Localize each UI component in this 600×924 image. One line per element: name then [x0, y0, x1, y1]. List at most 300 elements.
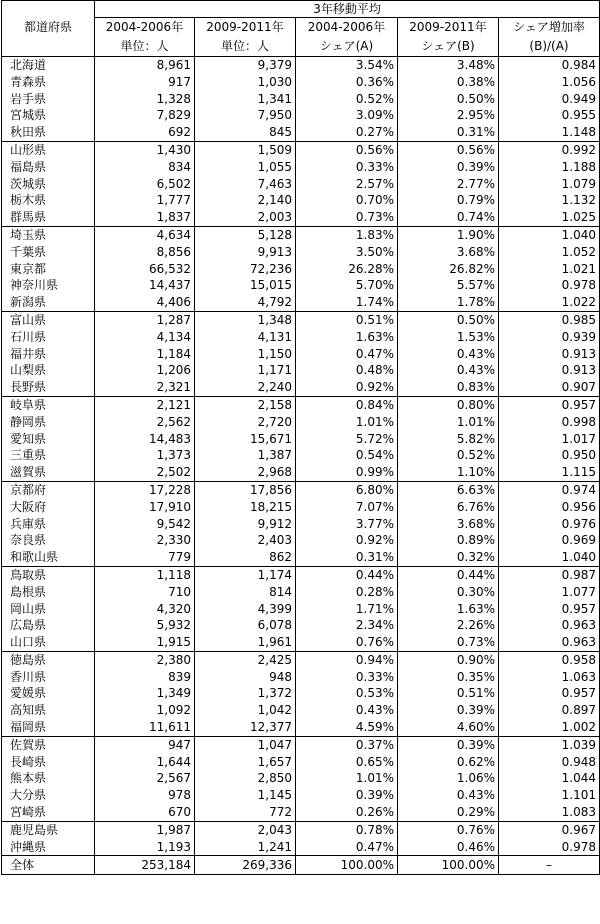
- value-2004-2006: 4,634: [95, 226, 195, 243]
- share-b: 0.39%: [398, 159, 499, 176]
- total-ratio: –: [499, 856, 600, 875]
- header-row-line1: [2, 18, 600, 38]
- header-col5-unit: (B)/(A): [499, 37, 600, 57]
- value-2004-2006: 7,829: [95, 107, 195, 124]
- share-b: 3.68%: [398, 516, 499, 533]
- table-row: [2, 159, 600, 176]
- value-2009-2011: 1,509: [195, 141, 296, 158]
- table-row: [2, 107, 600, 124]
- value-2009-2011: 2,140: [195, 192, 296, 209]
- prefecture-name: 茨城県: [2, 176, 95, 193]
- header-col4-unit: シェア(B): [398, 37, 499, 57]
- share-ratio: 1.017: [499, 431, 600, 448]
- prefecture-name: 福島県: [2, 159, 95, 176]
- prefecture-name: 福井県: [2, 346, 95, 363]
- value-2009-2011: 1,042: [195, 702, 296, 719]
- table-row: [2, 617, 600, 634]
- table-row: [2, 651, 600, 668]
- value-2004-2006: 9,542: [95, 516, 195, 533]
- table-row: [2, 57, 600, 74]
- share-ratio: 1.022: [499, 294, 600, 311]
- value-2004-2006: 2,380: [95, 651, 195, 668]
- prefecture-name: 佐賀県: [2, 736, 95, 753]
- table-row: [2, 566, 600, 583]
- share-a: 0.36%: [296, 74, 398, 91]
- share-ratio: 0.955: [499, 107, 600, 124]
- value-2004-2006: 2,321: [95, 379, 195, 396]
- value-2004-2006: 8,856: [95, 244, 195, 261]
- share-ratio: 0.978: [499, 839, 600, 856]
- share-a: 0.84%: [296, 396, 398, 413]
- share-a: 0.92%: [296, 379, 398, 396]
- value-2004-2006: 2,330: [95, 532, 195, 549]
- value-2004-2006: 4,406: [95, 294, 195, 311]
- share-b: 0.43%: [398, 787, 499, 804]
- value-2009-2011: 5,128: [195, 226, 296, 243]
- share-b: 0.50%: [398, 91, 499, 108]
- table-row: [2, 770, 600, 787]
- value-2009-2011: 9,913: [195, 244, 296, 261]
- table-row: [2, 481, 600, 498]
- value-2004-2006: 1,987: [95, 821, 195, 838]
- prefecture-name: 宮城県: [2, 107, 95, 124]
- share-a: 3.77%: [296, 516, 398, 533]
- value-2009-2011: 2,240: [195, 379, 296, 396]
- share-ratio: 0.907: [499, 379, 600, 396]
- value-2004-2006: 2,567: [95, 770, 195, 787]
- value-2009-2011: 1,150: [195, 346, 296, 363]
- share-ratio: 0.948: [499, 754, 600, 771]
- prefecture-name: 三重県: [2, 447, 95, 464]
- value-2009-2011: 2,403: [195, 532, 296, 549]
- value-2004-2006: 8,961: [95, 57, 195, 74]
- prefecture-name: 大阪府: [2, 499, 95, 516]
- table-row: [2, 702, 600, 719]
- share-b: 1.01%: [398, 414, 499, 431]
- value-2004-2006: 1,837: [95, 209, 195, 226]
- table-row: [2, 277, 600, 294]
- prefecture-name: 山梨県: [2, 362, 95, 379]
- share-ratio: 0.913: [499, 362, 600, 379]
- value-2009-2011: 2,003: [195, 209, 296, 226]
- prefecture-name: 鳥取県: [2, 566, 95, 583]
- table-row: [2, 634, 600, 651]
- value-2004-2006: 14,437: [95, 277, 195, 294]
- table-row: [2, 431, 600, 448]
- value-2009-2011: 1,030: [195, 74, 296, 91]
- share-a: 0.78%: [296, 821, 398, 838]
- share-ratio: 0.957: [499, 601, 600, 618]
- share-b: 0.79%: [398, 192, 499, 209]
- share-ratio: 1.039: [499, 736, 600, 753]
- share-a: 0.39%: [296, 787, 398, 804]
- share-b: 6.63%: [398, 481, 499, 498]
- table-row: [2, 261, 600, 278]
- value-2004-2006: 2,121: [95, 396, 195, 413]
- header-col1-period: 2004-2006年: [95, 18, 195, 38]
- share-ratio: 1.148: [499, 124, 600, 141]
- value-2004-2006: 839: [95, 669, 195, 686]
- share-b: 0.31%: [398, 124, 499, 141]
- share-ratio: 0.976: [499, 516, 600, 533]
- table-row: [2, 719, 600, 736]
- share-ratio: 0.939: [499, 329, 600, 346]
- value-2004-2006: 670: [95, 804, 195, 821]
- table-row: [2, 362, 600, 379]
- value-2009-2011: 1,657: [195, 754, 296, 771]
- value-2009-2011: 2,850: [195, 770, 296, 787]
- value-2009-2011: 1,241: [195, 839, 296, 856]
- value-2009-2011: 1,171: [195, 362, 296, 379]
- share-ratio: 0.913: [499, 346, 600, 363]
- share-a: 3.54%: [296, 57, 398, 74]
- table-row: [2, 499, 600, 516]
- share-ratio: 0.950: [499, 447, 600, 464]
- table-row: [2, 396, 600, 413]
- share-b: 1.78%: [398, 294, 499, 311]
- table-row: [2, 414, 600, 431]
- prefecture-name: 広島県: [2, 617, 95, 634]
- share-ratio: 0.963: [499, 634, 600, 651]
- share-a: 5.72%: [296, 431, 398, 448]
- share-ratio: 1.079: [499, 176, 600, 193]
- share-ratio: 0.969: [499, 532, 600, 549]
- prefecture-name: 滋賀県: [2, 464, 95, 481]
- share-ratio: 1.056: [499, 74, 600, 91]
- share-b: 0.46%: [398, 839, 499, 856]
- share-a: 3.09%: [296, 107, 398, 124]
- share-a: 0.56%: [296, 141, 398, 158]
- prefecture-name: 愛知県: [2, 431, 95, 448]
- share-a: 0.65%: [296, 754, 398, 771]
- prefecture-name: 熊本県: [2, 770, 95, 787]
- table-row: [2, 532, 600, 549]
- share-a: 0.26%: [296, 804, 398, 821]
- prefecture-name: 栃木県: [2, 192, 95, 209]
- share-ratio: 1.083: [499, 804, 600, 821]
- prefecture-name: 秋田県: [2, 124, 95, 141]
- table-row: [2, 244, 600, 261]
- share-b: 1.63%: [398, 601, 499, 618]
- share-ratio: 0.957: [499, 685, 600, 702]
- share-a: 1.71%: [296, 601, 398, 618]
- prefecture-name: 千葉県: [2, 244, 95, 261]
- prefecture-name: 石川県: [2, 329, 95, 346]
- share-b: 3.48%: [398, 57, 499, 74]
- share-b: 0.74%: [398, 209, 499, 226]
- share-a: 26.28%: [296, 261, 398, 278]
- share-ratio: 1.044: [499, 770, 600, 787]
- header-col5-title: シェア増加率: [499, 18, 600, 38]
- share-a: 7.07%: [296, 499, 398, 516]
- prefecture-name: 和歌山県: [2, 549, 95, 566]
- share-b: 26.82%: [398, 261, 499, 278]
- value-2004-2006: 1,430: [95, 141, 195, 158]
- prefecture-name: 青森県: [2, 74, 95, 91]
- value-2009-2011: 1,174: [195, 566, 296, 583]
- share-b: 1.53%: [398, 329, 499, 346]
- share-b: 0.32%: [398, 549, 499, 566]
- value-2004-2006: 1,287: [95, 311, 195, 328]
- table-row: [2, 447, 600, 464]
- value-2009-2011: 7,950: [195, 107, 296, 124]
- value-2009-2011: 1,055: [195, 159, 296, 176]
- value-2004-2006: 1,328: [95, 91, 195, 108]
- share-ratio: 1.101: [499, 787, 600, 804]
- share-b: 0.30%: [398, 584, 499, 601]
- share-a: 0.53%: [296, 685, 398, 702]
- share-a: 0.70%: [296, 192, 398, 209]
- prefecture-name: 奈良県: [2, 532, 95, 549]
- share-b: 0.39%: [398, 702, 499, 719]
- prefecture-name: 北海道: [2, 57, 95, 74]
- prefecture-name: 愛媛県: [2, 685, 95, 702]
- share-a: 0.43%: [296, 702, 398, 719]
- value-2004-2006: 17,228: [95, 481, 195, 498]
- share-a: 1.74%: [296, 294, 398, 311]
- share-a: 0.92%: [296, 532, 398, 549]
- value-2009-2011: 772: [195, 804, 296, 821]
- value-2009-2011: 7,463: [195, 176, 296, 193]
- share-a: 0.99%: [296, 464, 398, 481]
- value-2004-2006: 17,910: [95, 499, 195, 516]
- share-ratio: 0.992: [499, 141, 600, 158]
- value-2009-2011: 2,043: [195, 821, 296, 838]
- share-a: 0.94%: [296, 651, 398, 668]
- table-row: [2, 839, 600, 856]
- share-b: 0.90%: [398, 651, 499, 668]
- header-row-title: [2, 1, 600, 18]
- header-col3-period: 2004-2006年: [296, 18, 398, 38]
- share-b: 0.80%: [398, 396, 499, 413]
- prefecture-name: 徳島県: [2, 651, 95, 668]
- value-2009-2011: 948: [195, 669, 296, 686]
- value-2009-2011: 9,379: [195, 57, 296, 74]
- value-2004-2006: 834: [95, 159, 195, 176]
- value-2009-2011: 17,856: [195, 481, 296, 498]
- share-b: 1.90%: [398, 226, 499, 243]
- value-2004-2006: 1,206: [95, 362, 195, 379]
- share-a: 0.27%: [296, 124, 398, 141]
- value-2009-2011: 1,145: [195, 787, 296, 804]
- table-row: [2, 226, 600, 243]
- table-row: [2, 209, 600, 226]
- share-ratio: 1.040: [499, 549, 600, 566]
- total-v1: 253,184: [95, 856, 195, 875]
- value-2004-2006: 1,092: [95, 702, 195, 719]
- prefecture-name: 山形県: [2, 141, 95, 158]
- share-ratio: 1.188: [499, 159, 600, 176]
- share-b: 0.39%: [398, 736, 499, 753]
- share-ratio: 1.132: [499, 192, 600, 209]
- prefecture-name: 京都府: [2, 481, 95, 498]
- share-b: 6.76%: [398, 499, 499, 516]
- table-body: [2, 57, 600, 856]
- share-ratio: 0.897: [499, 702, 600, 719]
- share-b: 0.56%: [398, 141, 499, 158]
- value-2009-2011: 1,348: [195, 311, 296, 328]
- share-b: 0.43%: [398, 346, 499, 363]
- share-b: 2.77%: [398, 176, 499, 193]
- share-b: 2.95%: [398, 107, 499, 124]
- value-2009-2011: 4,399: [195, 601, 296, 618]
- value-2009-2011: 12,377: [195, 719, 296, 736]
- share-b: 3.68%: [398, 244, 499, 261]
- share-a: 1.63%: [296, 329, 398, 346]
- value-2004-2006: 66,532: [95, 261, 195, 278]
- prefecture-name: 福岡県: [2, 719, 95, 736]
- share-b: 0.35%: [398, 669, 499, 686]
- value-2004-2006: 1,349: [95, 685, 195, 702]
- value-2004-2006: 4,320: [95, 601, 195, 618]
- value-2004-2006: 1,777: [95, 192, 195, 209]
- share-a: 2.57%: [296, 176, 398, 193]
- prefecture-name: 高知県: [2, 702, 95, 719]
- share-a: 0.54%: [296, 447, 398, 464]
- share-b: 0.50%: [398, 311, 499, 328]
- value-2004-2006: 6,502: [95, 176, 195, 193]
- value-2009-2011: 15,015: [195, 277, 296, 294]
- table-row: [2, 669, 600, 686]
- table-row: [2, 346, 600, 363]
- share-ratio: 0.978: [499, 277, 600, 294]
- prefecture-name: 山口県: [2, 634, 95, 651]
- prefecture-name: 長崎県: [2, 754, 95, 771]
- share-a: 0.76%: [296, 634, 398, 651]
- total-share-a: 100.00%: [296, 856, 398, 875]
- share-a: 1.83%: [296, 226, 398, 243]
- total-row: [2, 856, 600, 875]
- prefecture-name: 兵庫県: [2, 516, 95, 533]
- value-2004-2006: 1,184: [95, 346, 195, 363]
- value-2009-2011: 15,671: [195, 431, 296, 448]
- share-b: 0.51%: [398, 685, 499, 702]
- share-ratio: 0.987: [499, 566, 600, 583]
- prefecture-name: 岡山県: [2, 601, 95, 618]
- table-row: [2, 141, 600, 158]
- prefecture-name: 新潟県: [2, 294, 95, 311]
- share-ratio: 1.115: [499, 464, 600, 481]
- table-row: [2, 685, 600, 702]
- table-row: [2, 329, 600, 346]
- value-2004-2006: 4,134: [95, 329, 195, 346]
- table-row: [2, 311, 600, 328]
- prefecture-name: 大分県: [2, 787, 95, 804]
- share-a: 0.73%: [296, 209, 398, 226]
- value-2004-2006: 779: [95, 549, 195, 566]
- share-a: 1.01%: [296, 770, 398, 787]
- prefecture-name: 長野県: [2, 379, 95, 396]
- prefecture-name: 宮崎県: [2, 804, 95, 821]
- prefecture-name: 島根県: [2, 584, 95, 601]
- value-2009-2011: 1,387: [195, 447, 296, 464]
- share-b: 0.38%: [398, 74, 499, 91]
- value-2004-2006: 5,932: [95, 617, 195, 634]
- table-row: [2, 124, 600, 141]
- value-2009-2011: 2,720: [195, 414, 296, 431]
- share-ratio: 0.958: [499, 651, 600, 668]
- header-col2-period: 2009-2011年: [195, 18, 296, 38]
- table-row: [2, 584, 600, 601]
- value-2004-2006: 14,483: [95, 431, 195, 448]
- value-2009-2011: 2,425: [195, 651, 296, 668]
- share-a: 0.51%: [296, 311, 398, 328]
- prefecture-name: 岐阜県: [2, 396, 95, 413]
- prefecture-name: 沖縄県: [2, 839, 95, 856]
- value-2009-2011: 845: [195, 124, 296, 141]
- value-2009-2011: 1,372: [195, 685, 296, 702]
- header-row-line2: [2, 37, 600, 57]
- value-2004-2006: 1,373: [95, 447, 195, 464]
- share-a: 0.37%: [296, 736, 398, 753]
- value-2004-2006: 1,915: [95, 634, 195, 651]
- share-a: 4.59%: [296, 719, 398, 736]
- share-b: 0.89%: [398, 532, 499, 549]
- total-v2: 269,336: [195, 856, 296, 875]
- share-ratio: 1.077: [499, 584, 600, 601]
- share-a: 6.80%: [296, 481, 398, 498]
- share-a: 0.33%: [296, 159, 398, 176]
- table-row: [2, 379, 600, 396]
- table-row: [2, 464, 600, 481]
- share-ratio: 1.025: [499, 209, 600, 226]
- value-2009-2011: 6,078: [195, 617, 296, 634]
- value-2004-2006: 2,502: [95, 464, 195, 481]
- prefecture-name: 香川県: [2, 669, 95, 686]
- header-prefecture: 都道府県: [2, 18, 95, 38]
- share-ratio: 0.949: [499, 91, 600, 108]
- value-2004-2006: 1,644: [95, 754, 195, 771]
- share-a: 0.48%: [296, 362, 398, 379]
- value-2004-2006: 11,611: [95, 719, 195, 736]
- table-row: [2, 74, 600, 91]
- share-b: 5.57%: [398, 277, 499, 294]
- table-row: [2, 736, 600, 753]
- prefecture-name: 富山県: [2, 311, 95, 328]
- table-row: [2, 91, 600, 108]
- share-b: 4.60%: [398, 719, 499, 736]
- share-a: 0.47%: [296, 346, 398, 363]
- share-b: 1.10%: [398, 464, 499, 481]
- value-2004-2006: 2,562: [95, 414, 195, 431]
- share-a: 0.33%: [296, 669, 398, 686]
- table-row: [2, 294, 600, 311]
- header-col1-unit: 単位：人: [95, 37, 195, 57]
- share-b: 0.62%: [398, 754, 499, 771]
- share-a: 2.34%: [296, 617, 398, 634]
- share-ratio: 0.998: [499, 414, 600, 431]
- share-ratio: 0.967: [499, 821, 600, 838]
- share-ratio: 1.002: [499, 719, 600, 736]
- share-b: 5.82%: [398, 431, 499, 448]
- header-col2-unit: 単位：人: [195, 37, 296, 57]
- prefecture-share-table: [1, 0, 600, 875]
- share-ratio: 0.984: [499, 57, 600, 74]
- table-row: [2, 192, 600, 209]
- prefecture-name: 神奈川県: [2, 277, 95, 294]
- share-ratio: 0.985: [499, 311, 600, 328]
- share-ratio: 0.963: [499, 617, 600, 634]
- share-a: 5.70%: [296, 277, 398, 294]
- total-label: 全体: [2, 856, 95, 875]
- table-row: [2, 821, 600, 838]
- share-b: 0.43%: [398, 362, 499, 379]
- share-b: 2.26%: [398, 617, 499, 634]
- share-ratio: 1.063: [499, 669, 600, 686]
- value-2009-2011: 9,912: [195, 516, 296, 533]
- table-row: [2, 176, 600, 193]
- share-b: 0.83%: [398, 379, 499, 396]
